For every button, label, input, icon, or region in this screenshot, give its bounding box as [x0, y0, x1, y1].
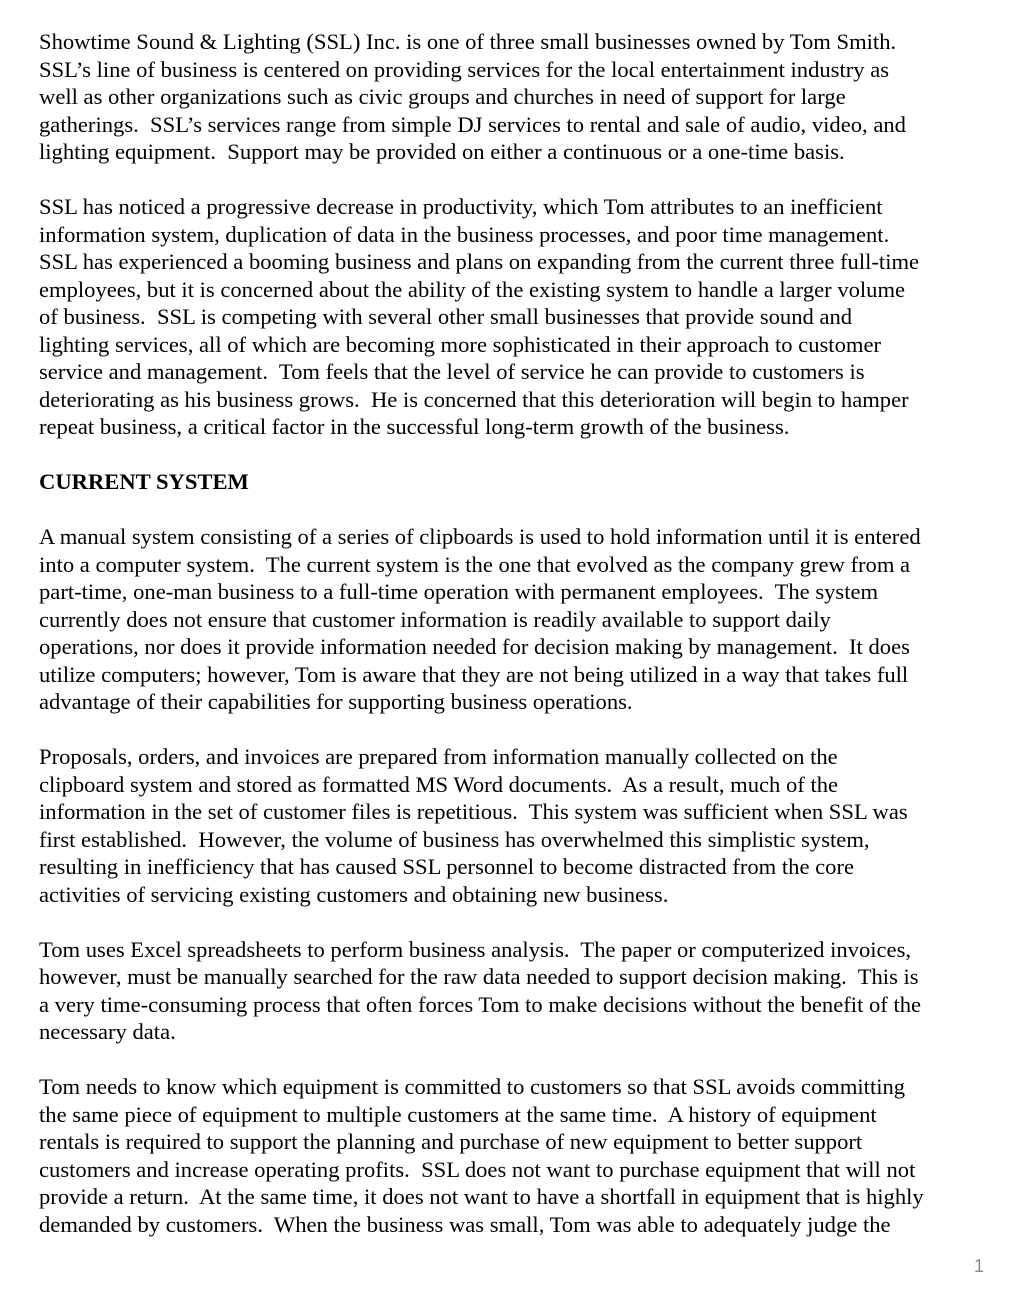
text-line: Tom needs to know which equipment is committed to customers so that SSL avoids committing [39, 1074, 906, 1099]
text-line: customers and increase operating profits. SSL does not want to purchase equipment that will not [39, 1156, 916, 1182]
text-line: employees, but it is concerned about the ability of the existing system to handle a larger volume [39, 276, 906, 302]
text-line: well as other organizations such as civic groups and churches in need of support for large [39, 84, 846, 109]
text-line: demanded by customers. When the business was small, Tom was able to adequately judge the [39, 1211, 891, 1237]
paragraph [39, 193, 989, 441]
text-line: lighting services, all of which are becoming more sophisticated in their approach to customer [39, 331, 881, 357]
text-line: advantage of their capabilities for supporting business operations. [39, 689, 633, 714]
text-line: SSL has noticed a progressive decrease in productivity, which Tom attributes to an inefficient [39, 194, 883, 219]
text-line: information in the set of customer files is repetitious. This system was sufficient when SSL was [39, 799, 908, 824]
text-line: Tom uses Excel spreadsheets to perform business analysis. The paper or computerized invoices, [39, 936, 912, 962]
text-line: Showtime Sound & Lighting (SSL) Inc. is one of three small businesses owned by Tom Smith. [39, 29, 897, 54]
text-line: first established. However, the volume of business has overwhelmed this simplistic system, [39, 826, 870, 852]
paragraph [39, 1073, 989, 1238]
text-line: deteriorating as his business grows. He is concerned that this deterioration will begin to hamper [39, 386, 909, 412]
text-line: into a computer system. The current system is the one that evolved as the company grew from a [39, 551, 911, 577]
text-line: operations, nor does it provide information needed for decision making by management. It does [39, 634, 910, 659]
text-line: lighting equipment. Support may be provided on either a continuous or a one-time basis. [39, 139, 845, 164]
text-line: SSL has experienced a booming business and plans on expanding from the current three full-time [39, 249, 920, 274]
paragraph [39, 743, 989, 908]
document-page [39, 28, 989, 1266]
text-line: rentals is required to support the planning and purchase of new equipment to better support [39, 1129, 863, 1154]
text-line: currently does not ensure that customer information is readily available to support daily [39, 606, 831, 632]
text-line: SSL’s line of business is centered on providing services for the local entertainment industry as [39, 56, 890, 82]
text-line: the same piece of equipment to multiple customers at the same time. A history of equipment [39, 1101, 877, 1127]
section-heading [39, 468, 989, 496]
text-line: clipboard system and stored as formatted MS Word documents. As a result, much of the [39, 771, 839, 797]
text-line: Proposals, orders, and invoices are prepared from information manually collected on the [39, 744, 838, 769]
text-line: however, must be manually searched for the raw data needed to support decision making. This is [39, 964, 919, 989]
text-line: of business. SSL is competing with several other small businesses that provide sound and [39, 304, 853, 329]
text-line: A manual system consisting of a series of clipboards is used to hold information until it is entered [39, 524, 921, 549]
paragraph [39, 28, 989, 166]
text-line: gatherings. SSL’s services range from simple DJ services to rental and sale of audio, video, and [39, 111, 906, 137]
text-line: provide a return. At the same time, it does not want to have a shortfall in equipment that is highly [39, 1184, 924, 1209]
text-line: activities of servicing existing customers and obtaining new business. [39, 881, 669, 907]
text-line: necessary data. [39, 1019, 176, 1044]
page-number: 1 [973, 1256, 984, 1276]
heading-text: CURRENT SYSTEM [39, 469, 249, 494]
text-line: resulting in inefficiency that has caused SSL personnel to become distracted from the core [39, 854, 854, 879]
text-line: information system, duplication of data in the business processes, and poor time management. [39, 221, 890, 247]
text-line: service and management. Tom feels that the level of service he can provide to customers is [39, 359, 865, 384]
text-line: a very time-consuming process that often forces Tom to make decisions without the benefit of the [39, 991, 922, 1017]
text-line: repeat business, a critical factor in the successful long-term growth of the business. [39, 414, 790, 439]
text-line: utilize computers; however, Tom is aware that they are not being utilized in a way that takes full [39, 661, 909, 687]
text-line: part-time, one-man business to a full-time operation with permanent employees. The system [39, 579, 879, 604]
paragraph [39, 936, 989, 1046]
paragraph [39, 523, 989, 716]
